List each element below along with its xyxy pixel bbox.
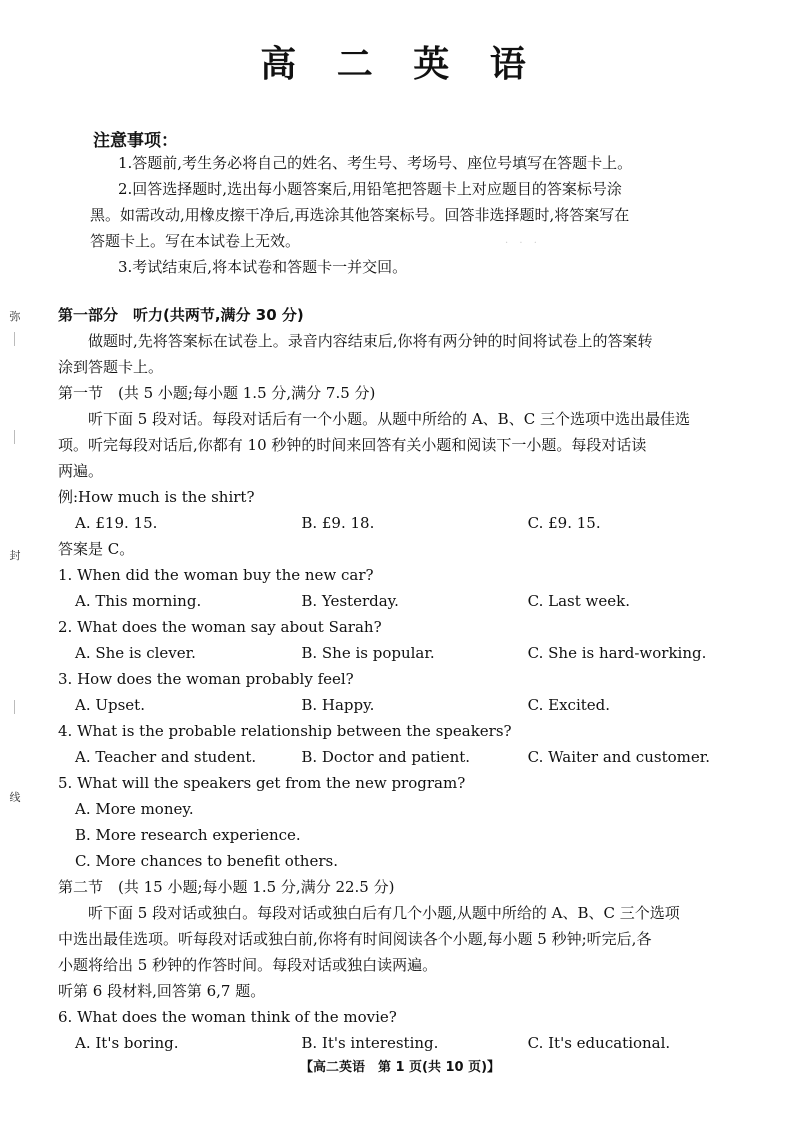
section2-intro: 小题将给出 5 秒钟的作答时间。每段对话或独白读两遍。	[58, 956, 438, 974]
question: 2. What does the woman say about Sarah?	[58, 618, 382, 636]
part1	[58, 302, 754, 1056]
question: 4. What is the probable relationship between the speakers?	[58, 722, 512, 740]
section2-intro: 中选出最佳选项。听每段对话或独白前,你将有时间阅读各个小题,每小题 5 秒钟;听完后,各	[58, 930, 652, 948]
part1-intro: 做题时,先将答案标在试卷上。录音内容结束后,你将有两分钟的时间将试卷上的答案转	[88, 332, 653, 350]
question-options	[58, 1030, 754, 1056]
option: C. More chances to benefit others.	[75, 852, 338, 870]
notice-item: 2.回答选择题时,选出每小题答案后,用铅笔把答题卡上对应题目的答案标号涂	[118, 180, 622, 198]
option: C. Excited.	[527, 696, 611, 714]
notice-item: 1.答题前,考生务必将自己的姓名、考生号、考场号、座位号填写在答题卡上。	[118, 154, 633, 172]
question-options	[58, 692, 754, 718]
notice-body	[58, 150, 754, 280]
seal-mark: 弥	[9, 310, 21, 323]
question-options	[58, 640, 754, 666]
option: A. £19. 15.	[75, 514, 158, 532]
option: A. Teacher and student.	[75, 748, 257, 766]
option: B. Doctor and patient.	[301, 748, 471, 766]
notice-heading: 注意事项：	[93, 131, 178, 151]
option: B. More research experience.	[75, 826, 301, 844]
option: A. It's boring.	[75, 1034, 179, 1052]
question: 6. What does the woman think of the movie?	[58, 1008, 397, 1026]
notice-item: 3.考试结束后,将本试卷和答题卡一并交回。	[118, 258, 408, 276]
seal-mark: 封	[9, 549, 21, 562]
question: 5. What will the speakers get from the new program?	[58, 774, 466, 792]
section1-intro: 项。听完每段对话后,你都有 10 秒钟的时间来回答有关小题和阅读下一小题。每段对话读	[58, 436, 647, 454]
scan-artifact: · · ·	[505, 238, 541, 249]
seal-line	[14, 700, 15, 714]
option: A. Upset.	[75, 696, 145, 714]
option: B. Happy.	[301, 696, 375, 714]
option: C. She is hard-working.	[527, 644, 707, 662]
option: B. £9. 18.	[301, 514, 375, 532]
question-options	[58, 588, 754, 614]
notice-item: 答题卡上。写在本试卷上无效。	[90, 232, 301, 250]
page-footer: 【高二英语 第 1 页(共 10 页)】	[299, 1060, 501, 1075]
seal-line	[14, 332, 15, 346]
option: C. Last week.	[527, 592, 630, 610]
section2-intro: 听下面 5 段对话或独白。每段对话或独白后有几个小题,从题中所给的 A、B、C 三个选项	[88, 904, 680, 922]
material-instruction: 听第 6 段材料,回答第 6,7 题。	[58, 982, 266, 1000]
question-options	[58, 744, 754, 770]
option: C. Waiter and customer.	[527, 748, 711, 766]
page-title: 高 二 英 语	[260, 44, 540, 85]
section2-heading: 第二节 (共 15 小题;每小题 1.5 分,满分 22.5 分)	[58, 878, 395, 896]
seal-mark: 线	[9, 791, 21, 804]
option: B. She is popular.	[301, 644, 435, 662]
section1-heading: 第一节 (共 5 小题;每小题 1.5 分,满分 7.5 分)	[58, 384, 376, 402]
part1-heading: 第一部分 听力(共两节,满分 30 分)	[58, 306, 304, 324]
option: C. It's educational.	[527, 1034, 671, 1052]
section1-intro: 听下面 5 段对话。每段对话后有一个小题。从题中所给的 A、B、C 三个选项中选出最佳选	[88, 410, 690, 428]
option: B. Yesterday.	[301, 592, 399, 610]
option: A. More money.	[75, 800, 194, 818]
seal-line	[14, 430, 15, 444]
option: A. This morning.	[75, 592, 202, 610]
example-question: 例:How much is the shirt?	[58, 488, 255, 506]
part1-intro: 涂到答题卡上。	[58, 358, 164, 376]
option: A. She is clever.	[75, 644, 196, 662]
section1-intro: 两遍。	[58, 462, 104, 480]
example-options	[58, 510, 754, 536]
question: 1. When did the woman buy the new car?	[58, 566, 374, 584]
notice-item: 黑。如需改动,用橡皮擦干净后,再选涂其他答案标号。回答非选择题时,将答案写在	[90, 206, 630, 224]
example-answer: 答案是 C。	[58, 540, 135, 558]
option: B. It's interesting.	[301, 1034, 439, 1052]
option: C. £9. 15.	[527, 514, 601, 532]
question: 3. How does the woman probably feel?	[58, 670, 354, 688]
